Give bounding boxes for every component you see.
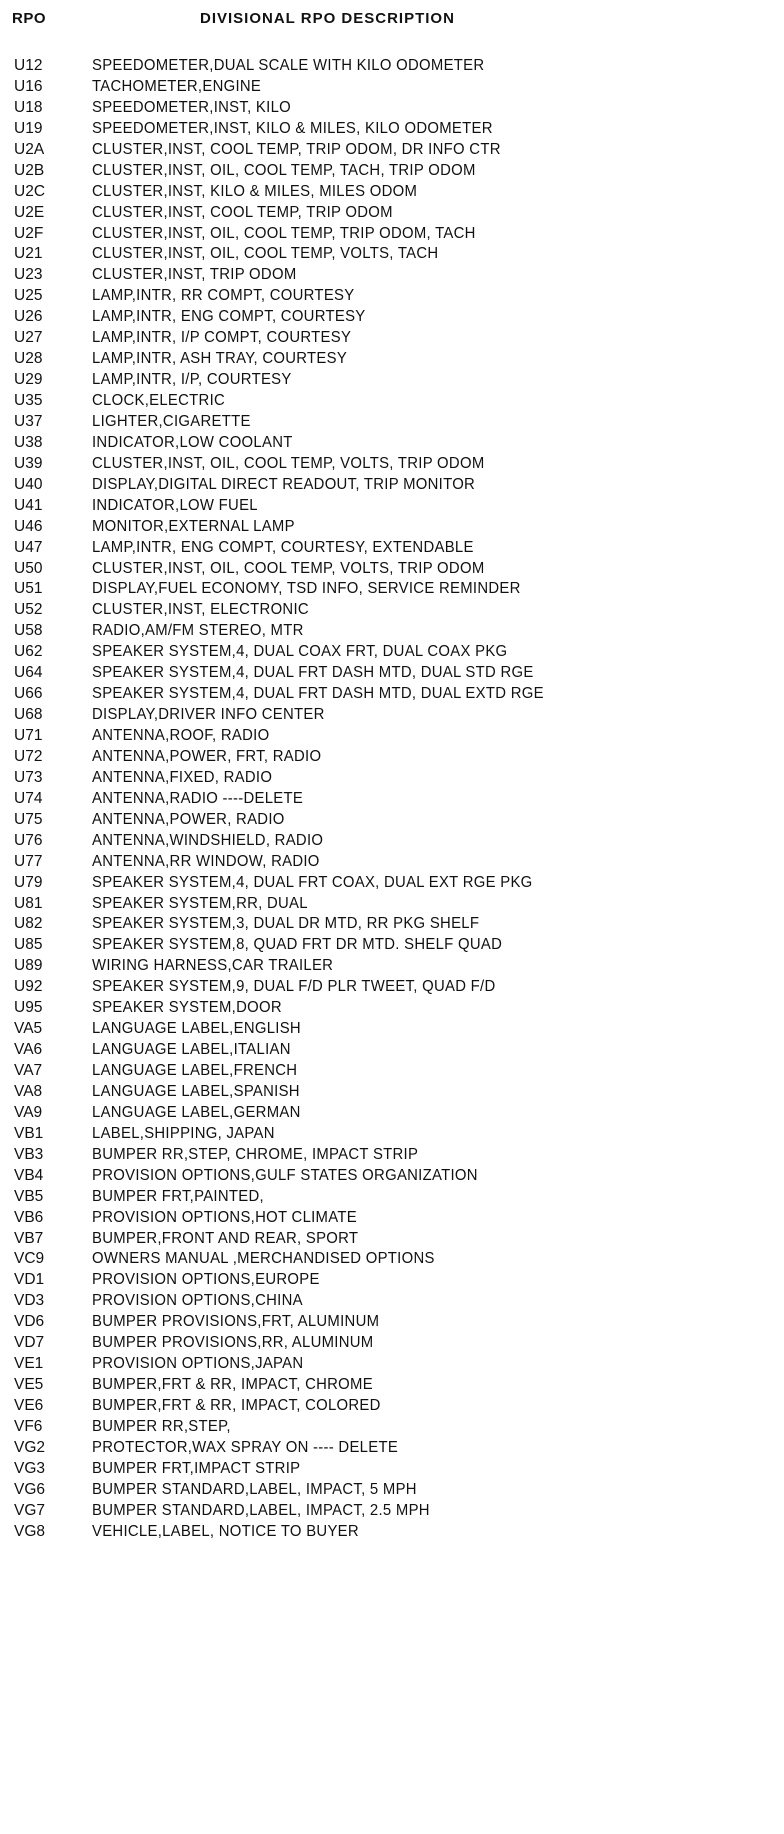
- rpo-description: LANGUAGE LABEL,ENGLISH: [92, 1020, 301, 1038]
- rpo-description: MONITOR,EXTERNAL LAMP: [92, 517, 295, 535]
- table-row: [0, 224, 784, 245]
- rpo-description: BUMPER PROVISIONS,FRT, ALUMINUM: [92, 1313, 380, 1331]
- table-row: [0, 768, 784, 789]
- table-row: [0, 1522, 784, 1543]
- rpo-code: VB1: [14, 1124, 44, 1142]
- rpo-description: BUMPER STANDARD,LABEL, IMPACT, 5 MPH: [92, 1480, 417, 1498]
- table-row: [0, 1061, 784, 1082]
- table-row: [0, 140, 784, 161]
- table-row: [0, 705, 784, 726]
- rpo-description: PROTECTOR,WAX SPRAY ON ---- DELETE: [92, 1438, 399, 1456]
- rpo-code: VA8: [14, 1082, 43, 1100]
- rpo-description: PROVISION OPTIONS,GULF STATES ORGANIZATION: [92, 1166, 478, 1184]
- rpo-description: LAMP,INTR, ENG COMPT, COURTESY: [92, 308, 366, 326]
- rpo-description: TACHOMETER,ENGINE: [92, 77, 262, 95]
- table-header: [0, 10, 784, 34]
- rpo-description: CLUSTER,INST, COOL TEMP, TRIP ODOM: [92, 203, 393, 221]
- rpo-description: BUMPER,FRT & RR, IMPACT, CHROME: [92, 1376, 373, 1394]
- table-row: [0, 873, 784, 894]
- rpo-code: U51: [14, 580, 43, 598]
- rpo-code: U28: [14, 350, 43, 368]
- rpo-code: U38: [14, 433, 43, 451]
- table-row: [0, 370, 784, 391]
- rpo-code: VA9: [14, 1103, 43, 1121]
- rpo-description: BUMPER RR,STEP,: [92, 1417, 231, 1435]
- rpo-code: VC9: [14, 1250, 45, 1268]
- rpo-description: DISPLAY,DRIVER INFO CENTER: [92, 706, 325, 724]
- rpo-code: VE5: [14, 1376, 44, 1394]
- table-row: [0, 1291, 784, 1312]
- table-row: [0, 579, 784, 600]
- rpo-description: SPEAKER SYSTEM,DOOR: [92, 999, 282, 1017]
- rpo-description: LAMP,INTR, I/P COMPT, COURTESY: [92, 329, 352, 347]
- rpo-code: VG7: [14, 1501, 46, 1519]
- table-row: [0, 496, 784, 517]
- table-row: [0, 684, 784, 705]
- rpo-code: U26: [14, 308, 43, 326]
- rpo-description: SPEAKER SYSTEM,3, DUAL DR MTD, RR PKG SHELF: [92, 915, 480, 933]
- rpo-code: VB4: [14, 1166, 44, 1184]
- rpo-list: [0, 56, 784, 1543]
- table-row: [0, 1438, 784, 1459]
- rpo-code: VA7: [14, 1062, 43, 1079]
- rpo-code: U62: [14, 643, 43, 661]
- table-row: [0, 977, 784, 998]
- rpo-description: ANTENNA,POWER, RADIO: [92, 810, 285, 828]
- rpo-description: OWNERS MANUAL ,MERCHANDISED OPTIONS: [92, 1250, 435, 1268]
- rpo-code: U89: [14, 957, 43, 975]
- table-row: [0, 1480, 784, 1501]
- rpo-code: U79: [14, 873, 43, 891]
- table-row: [0, 1417, 784, 1438]
- rpo-description: ANTENNA,POWER, FRT, RADIO: [92, 747, 322, 765]
- rpo-code: VB6: [14, 1208, 44, 1226]
- rpo-description: SPEAKER SYSTEM,4, DUAL FRT DASH MTD, DUAL STD RGE: [92, 664, 534, 682]
- table-row: [0, 1459, 784, 1480]
- rpo-description: CLUSTER,INST, OIL, COOL TEMP, TACH, TRIP ODOM: [92, 161, 476, 179]
- table-row: [0, 433, 784, 454]
- rpo-description: PROVISION OPTIONS,EUROPE: [92, 1271, 320, 1289]
- rpo-description: ANTENNA,RR WINDOW, RADIO: [92, 852, 320, 870]
- rpo-description: LANGUAGE LABEL,ITALIAN: [92, 1041, 291, 1059]
- rpo-code: U27: [14, 329, 43, 347]
- rpo-description: BUMPER FRT,IMPACT STRIP: [92, 1459, 301, 1477]
- table-row: [0, 621, 784, 642]
- table-row: [0, 349, 784, 370]
- table-row: [0, 328, 784, 349]
- table-row: [0, 265, 784, 286]
- rpo-code: U39: [14, 454, 43, 472]
- table-row: [0, 77, 784, 98]
- rpo-code: U81: [14, 894, 43, 912]
- table-row: [0, 182, 784, 203]
- rpo-code: U66: [14, 685, 43, 703]
- rpo-code: VD3: [14, 1292, 45, 1310]
- rpo-code: U58: [14, 622, 43, 640]
- rpo-code: U37: [14, 412, 43, 430]
- rpo-code: U95: [14, 999, 43, 1017]
- rpo-description: BUMPER STANDARD,LABEL, IMPACT, 2.5 MPH: [92, 1501, 430, 1519]
- rpo-description: SPEEDOMETER,INST, KILO & MILES, KILO ODOMETER: [92, 119, 493, 137]
- rpo-description: ANTENNA,WINDSHIELD, RADIO: [92, 831, 324, 849]
- table-row: [0, 1103, 784, 1124]
- table-row: [0, 914, 784, 935]
- table-row: [0, 894, 784, 915]
- table-row: [0, 1145, 784, 1166]
- rpo-code: VD1: [14, 1271, 45, 1289]
- rpo-code: U12: [14, 57, 43, 74]
- table-row: [0, 1166, 784, 1187]
- column-header-rpo: RPO: [12, 10, 47, 27]
- rpo-description: WIRING HARNESS,CAR TRAILER: [92, 957, 334, 975]
- rpo-code: VB3: [14, 1145, 44, 1163]
- table-row: [0, 810, 784, 831]
- rpo-description: RADIO,AM/FM STEREO, MTR: [92, 622, 304, 640]
- rpo-code: U50: [14, 559, 43, 577]
- table-row: [0, 454, 784, 475]
- table-row: [0, 1082, 784, 1103]
- rpo-description: INDICATOR,LOW FUEL: [92, 496, 258, 514]
- table-row: [0, 1229, 784, 1250]
- rpo-code: U21: [14, 245, 43, 263]
- rpo-description: LAMP,INTR, I/P, COURTESY: [92, 371, 292, 389]
- rpo-description: LAMP,INTR, RR COMPT, COURTESY: [92, 287, 355, 305]
- rpo-description: CLUSTER,INST, ELECTRONIC: [92, 601, 309, 619]
- table-row: [0, 1040, 784, 1061]
- rpo-code: U35: [14, 392, 43, 409]
- table-row: [0, 956, 784, 977]
- rpo-description: CLUSTER,INST, TRIP ODOM: [92, 266, 297, 284]
- rpo-code: U92: [14, 978, 43, 996]
- rpo-description: PROVISION OPTIONS,HOT CLIMATE: [92, 1208, 357, 1226]
- table-row: [0, 747, 784, 768]
- rpo-description: SPEAKER SYSTEM,8, QUAD FRT DR MTD. SHELF QUAD: [92, 936, 503, 954]
- table-row: [0, 244, 784, 265]
- rpo-description: CLUSTER,INST, OIL, COOL TEMP, VOLTS, TACH: [92, 245, 439, 263]
- rpo-code: VE6: [14, 1397, 44, 1414]
- rpo-description: BUMPER PROVISIONS,RR, ALUMINUM: [92, 1334, 374, 1352]
- rpo-code: U46: [14, 517, 43, 535]
- table-row: [0, 600, 784, 621]
- rpo-description: LIGHTER,CIGARETTE: [92, 412, 251, 430]
- rpo-code: U73: [14, 768, 43, 786]
- rpo-code: U41: [14, 496, 43, 514]
- table-row: [0, 1249, 784, 1270]
- rpo-code: VD7: [14, 1334, 45, 1352]
- table-row: [0, 663, 784, 684]
- rpo-code: VB5: [14, 1187, 44, 1205]
- table-row: [0, 1501, 784, 1522]
- rpo-description: BUMPER RR,STEP, CHROME, IMPACT STRIP: [92, 1145, 419, 1163]
- table-row: [0, 1396, 784, 1417]
- rpo-description: SPEEDOMETER,INST, KILO: [92, 98, 292, 116]
- table-row: [0, 789, 784, 810]
- rpo-code: U29: [14, 371, 43, 389]
- rpo-description: CLUSTER,INST, KILO & MILES, MILES ODOM: [92, 182, 418, 200]
- table-row: [0, 852, 784, 873]
- table-row: [0, 559, 784, 580]
- rpo-description: PROVISION OPTIONS,CHINA: [92, 1292, 303, 1310]
- rpo-description: LAMP,INTR, ENG COMPT, COURTESY, EXTENDABLE: [92, 538, 474, 556]
- table-row: [0, 726, 784, 747]
- rpo-code: VB7: [14, 1229, 44, 1247]
- rpo-code: U52: [14, 601, 43, 619]
- rpo-description: LANGUAGE LABEL,SPANISH: [92, 1082, 300, 1100]
- rpo-code: U71: [14, 727, 43, 744]
- rpo-code: VG2: [14, 1438, 46, 1456]
- rpo-code: VG3: [14, 1459, 46, 1477]
- table-row: [0, 412, 784, 433]
- rpo-description: DISPLAY,DIGITAL DIRECT READOUT, TRIP MONITOR: [92, 475, 476, 493]
- table-row: [0, 831, 784, 852]
- rpo-code: U72: [14, 747, 43, 765]
- table-row: [0, 119, 784, 140]
- table-row: [0, 307, 784, 328]
- rpo-code: U40: [14, 475, 43, 493]
- rpo-description: SPEAKER SYSTEM,4, DUAL FRT DASH MTD, DUAL EXTD RGE: [92, 685, 544, 703]
- rpo-code: U18: [14, 98, 43, 116]
- table-row: [0, 517, 784, 538]
- table-row: [0, 203, 784, 224]
- rpo-description: CLUSTER,INST, OIL, COOL TEMP, VOLTS, TRIP ODOM: [92, 559, 485, 577]
- table-row: [0, 1312, 784, 1333]
- rpo-description: ANTENNA,FIXED, RADIO: [92, 768, 273, 786]
- rpo-code: U16: [14, 77, 43, 95]
- rpo-code: VA6: [14, 1041, 43, 1059]
- rpo-description: ANTENNA,ROOF, RADIO: [92, 727, 270, 744]
- rpo-code: U74: [14, 789, 43, 807]
- rpo-code: U68: [14, 706, 43, 724]
- rpo-description: PROVISION OPTIONS,JAPAN: [92, 1355, 304, 1373]
- rpo-code: U2A: [14, 140, 45, 158]
- table-row: [0, 1333, 784, 1354]
- rpo-code: U75: [14, 810, 43, 828]
- table-row: [0, 1270, 784, 1291]
- rpo-code: U23: [14, 266, 43, 284]
- rpo-description: SPEAKER SYSTEM,RR, DUAL: [92, 894, 308, 912]
- table-row: [0, 1019, 784, 1040]
- rpo-code: U19: [14, 119, 43, 137]
- rpo-code: U2E: [14, 203, 45, 221]
- rpo-code: VA5: [14, 1020, 43, 1038]
- rpo-description: VEHICLE,LABEL, NOTICE TO BUYER: [92, 1522, 359, 1540]
- rpo-description: BUMPER FRT,PAINTED,: [92, 1187, 264, 1205]
- rpo-code: VE1: [14, 1355, 44, 1373]
- rpo-description: SPEAKER SYSTEM,4, DUAL COAX FRT, DUAL COAX PKG: [92, 643, 508, 661]
- table-row: [0, 935, 784, 956]
- column-header-description: DIVISIONAL RPO DESCRIPTION: [200, 10, 455, 27]
- table-row: [0, 642, 784, 663]
- rpo-description: LABEL,SHIPPING, JAPAN: [92, 1124, 275, 1142]
- table-row: [0, 475, 784, 496]
- table-row: [0, 391, 784, 412]
- rpo-description: CLUSTER,INST, COOL TEMP, TRIP ODOM, DR INFO CTR: [92, 140, 501, 158]
- rpo-code: U2F: [14, 224, 44, 242]
- rpo-description: ANTENNA,RADIO ----DELETE: [92, 789, 304, 807]
- rpo-code: U47: [14, 538, 43, 556]
- rpo-code: VG8: [14, 1522, 46, 1540]
- rpo-description: CLOCK,ELECTRIC: [92, 392, 226, 409]
- table-row: [0, 1124, 784, 1145]
- rpo-code: VF6: [14, 1417, 43, 1435]
- table-row: [0, 56, 784, 77]
- table-row: [0, 538, 784, 559]
- rpo-description: LAMP,INTR, ASH TRAY, COURTESY: [92, 350, 348, 368]
- rpo-description: SPEAKER SYSTEM,9, DUAL F/D PLR TWEET, QUAD F/D: [92, 978, 496, 996]
- rpo-description: CLUSTER,INST, OIL, COOL TEMP, TRIP ODOM, TACH: [92, 224, 476, 242]
- rpo-description: SPEAKER SYSTEM,4, DUAL FRT COAX, DUAL EXT RGE PKG: [92, 873, 533, 891]
- rpo-code: U76: [14, 831, 43, 849]
- rpo-code: U77: [14, 852, 43, 870]
- rpo-description: DISPLAY,FUEL ECONOMY, TSD INFO, SERVICE REMINDER: [92, 580, 521, 598]
- rpo-description: CLUSTER,INST, OIL, COOL TEMP, VOLTS, TRIP ODOM: [92, 454, 485, 472]
- rpo-description: BUMPER,FRONT AND REAR, SPORT: [92, 1229, 359, 1247]
- table-row: [0, 98, 784, 119]
- table-row: [0, 1187, 784, 1208]
- rpo-code: U85: [14, 936, 43, 954]
- rpo-description: INDICATOR,LOW COOLANT: [92, 433, 293, 451]
- rpo-code: U25: [14, 287, 43, 305]
- rpo-code: VD6: [14, 1313, 45, 1331]
- rpo-description: LANGUAGE LABEL,GERMAN: [92, 1103, 301, 1121]
- rpo-code: VG6: [14, 1480, 46, 1498]
- table-row: [0, 161, 784, 182]
- table-row: [0, 1208, 784, 1229]
- rpo-description: SPEEDOMETER,DUAL SCALE WITH KILO ODOMETER: [92, 57, 485, 74]
- rpo-description: BUMPER,FRT & RR, IMPACT, COLORED: [92, 1397, 381, 1414]
- table-row: [0, 998, 784, 1019]
- rpo-code: U2B: [14, 161, 45, 179]
- rpo-code: U82: [14, 915, 43, 933]
- rpo-code: U2C: [14, 182, 46, 200]
- table-row: [0, 1354, 784, 1375]
- rpo-description: LANGUAGE LABEL,FRENCH: [92, 1062, 298, 1079]
- table-row: [0, 286, 784, 307]
- table-row: [0, 1375, 784, 1396]
- rpo-code: U64: [14, 664, 43, 682]
